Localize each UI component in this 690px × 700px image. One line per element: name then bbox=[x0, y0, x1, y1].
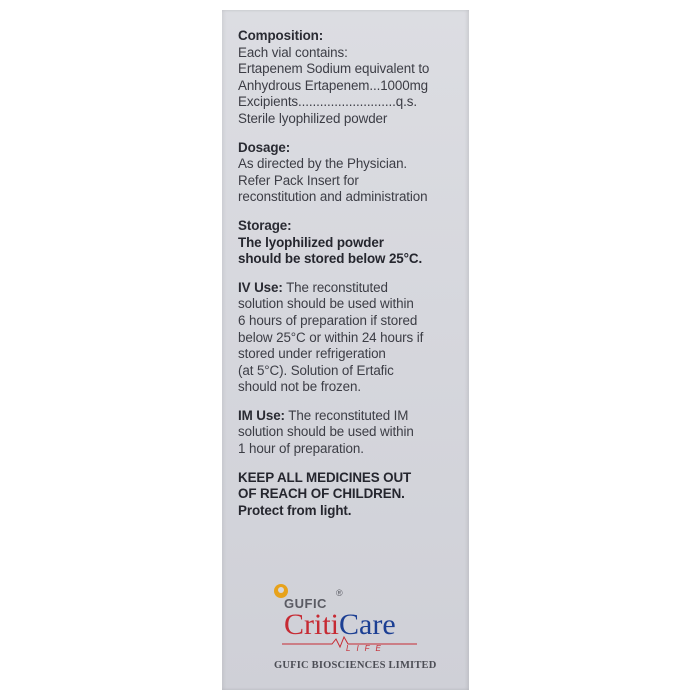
dosage-line: reconstitution and administration bbox=[238, 189, 428, 205]
iv-use-first-text: The reconstituted bbox=[282, 279, 388, 295]
im-use-first-line bbox=[238, 408, 468, 425]
im-use-heading: IM Use: bbox=[238, 407, 285, 423]
composition-line: Each vial contains: bbox=[238, 44, 348, 60]
storage-line: should be stored below 25°C. bbox=[238, 251, 423, 267]
im-use-line: solution should be used within bbox=[238, 424, 414, 440]
dosage-line: Refer Pack Insert for bbox=[238, 172, 359, 188]
composition-line: Excipients...........................q.s. bbox=[238, 94, 417, 110]
im-use-first-text: The reconstituted IM bbox=[284, 407, 409, 423]
life-text: LIFE bbox=[346, 644, 387, 653]
composition-line: Sterile lyophilized powder bbox=[238, 110, 388, 126]
warning-line: Protect from light. bbox=[238, 502, 352, 518]
iv-use-line: stored under refrigeration bbox=[238, 346, 386, 362]
im-use-section bbox=[238, 408, 468, 458]
composition-section bbox=[238, 28, 468, 128]
iv-use-line: below 25°C or within 24 hours if bbox=[238, 329, 424, 345]
iv-use-line: solution should be used within bbox=[238, 296, 414, 312]
company-logo bbox=[222, 578, 469, 688]
iv-use-line: 6 hours of preparation if stored bbox=[238, 312, 418, 328]
company-name: GUFIC BIOSCIENCES LIMITED bbox=[274, 660, 437, 671]
dosage-line: As directed by the Physician. bbox=[238, 156, 408, 172]
composition-line: Anhydrous Ertapenem...1000mg bbox=[238, 77, 428, 93]
storage-heading: Storage: bbox=[238, 217, 292, 233]
iv-use-first-line bbox=[238, 280, 468, 297]
storage-line: The lyophilized powder bbox=[238, 234, 384, 250]
iv-use-section bbox=[238, 280, 468, 396]
label-text bbox=[238, 28, 468, 531]
iv-use-line: should not be frozen. bbox=[238, 379, 361, 395]
warning-line: KEEP ALL MEDICINES OUT bbox=[238, 469, 412, 485]
care-text: Care bbox=[339, 608, 396, 641]
iv-use-line: (at 5°C). Solution of Ertafic bbox=[238, 362, 394, 378]
carton-panel bbox=[222, 10, 469, 690]
dosage-heading: Dosage: bbox=[238, 139, 291, 155]
gufic-brand: GUFIC bbox=[284, 596, 327, 611]
warning-line: OF REACH OF CHILDREN. bbox=[238, 486, 405, 502]
warning-section bbox=[238, 470, 468, 520]
storage-section bbox=[238, 218, 468, 268]
composition-line: Ertapenem Sodium equivalent to bbox=[238, 61, 430, 77]
dosage-section bbox=[238, 140, 468, 206]
registered-mark: ® bbox=[336, 588, 343, 598]
im-use-line: 1 hour of preparation. bbox=[238, 441, 364, 457]
iv-use-heading: IV Use: bbox=[238, 279, 283, 295]
criti-text: Criti bbox=[284, 608, 340, 641]
composition-heading: Composition: bbox=[238, 28, 324, 43]
